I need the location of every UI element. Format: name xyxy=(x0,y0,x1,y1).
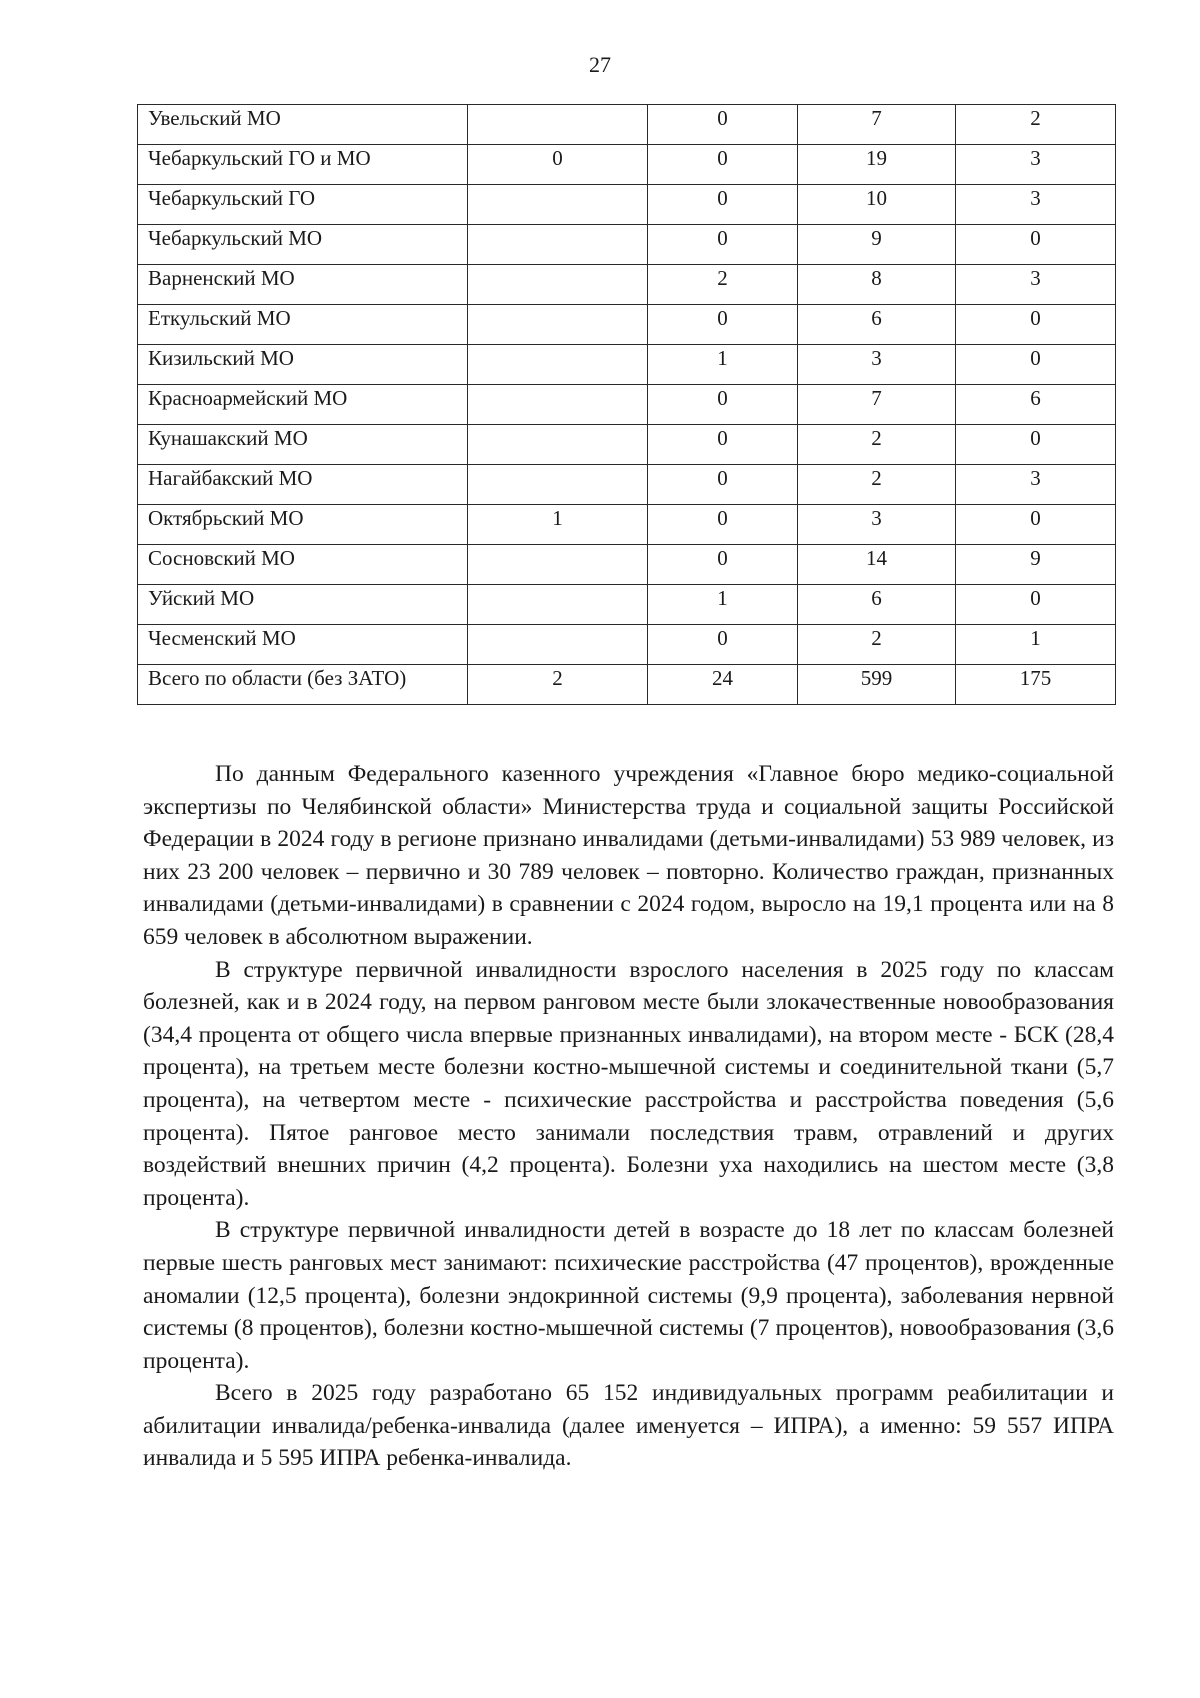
table-body xyxy=(138,105,1116,705)
value-cell: 7 xyxy=(798,385,956,425)
value-cell: 2 xyxy=(956,105,1116,145)
table-row xyxy=(138,385,1116,425)
table-row xyxy=(138,305,1116,345)
municipality-cell: Кунашакский МО xyxy=(138,425,468,465)
value-cell: 0 xyxy=(956,345,1116,385)
paragraph: В структуре первичной инвалидности взрослого населения в 2025 году по классам болезней, как и в 2024 году, на первом ранговом месте были злокачественные новообразования (34,4 процента от общего числа впервые признанных инвалидами), на втором месте - БСК (28,4 процента), на третьем месте болезни костно-мышечной системы и соединительной ткани (5,7 процента), на четвертом месте - психические расстройства и расстройства поведения (5,6 процента). Пятое ранговое место занимали последствия травм, отравлений и других воздействий внешних причин (4,2 процента). Болезни уха находились на шестом месте (3,8 процента). xyxy=(143,956,1114,1211)
table-row xyxy=(138,185,1116,225)
value-cell xyxy=(468,305,648,345)
value-cell: 0 xyxy=(956,585,1116,625)
table-row xyxy=(138,105,1116,145)
municipality-cell: Октябрьский МО xyxy=(138,505,468,545)
value-cell: 2 xyxy=(468,665,648,705)
value-cell: 6 xyxy=(798,585,956,625)
municipality-cell: Нагайбакский МО xyxy=(138,465,468,505)
municipality-cell: Чебаркульский МО xyxy=(138,225,468,265)
value-cell: 24 xyxy=(648,665,798,705)
table-row xyxy=(138,545,1116,585)
value-cell xyxy=(468,385,648,425)
value-cell xyxy=(468,265,648,305)
value-cell: 0 xyxy=(648,465,798,505)
value-cell: 2 xyxy=(798,625,956,665)
value-cell: 0 xyxy=(648,545,798,585)
paragraph: Всего в 2025 году разработано 65 152 индивидуальных программ реабилитации и абилитации инвалида/ребенка-инвалида (далее именуется – ИПРА), а именно: 59 557 ИПРА инвалида и 5 595 ИПРА ребенка-инвалида. xyxy=(143,1380,1114,1472)
statistics-table xyxy=(137,104,1116,705)
value-cell xyxy=(468,465,648,505)
municipality-cell: Красноармейский МО xyxy=(138,385,468,425)
value-cell: 3 xyxy=(956,185,1116,225)
value-cell: 7 xyxy=(798,105,956,145)
value-cell: 0 xyxy=(956,505,1116,545)
value-cell: 175 xyxy=(956,665,1116,705)
document-text xyxy=(143,758,1114,1475)
value-cell xyxy=(468,225,648,265)
value-cell: 1 xyxy=(648,345,798,385)
municipality-cell: Чебаркульский ГО и МО xyxy=(138,145,468,185)
municipality-cell: Чебаркульский ГО xyxy=(138,185,468,225)
value-cell: 0 xyxy=(648,105,798,145)
value-cell: 0 xyxy=(648,185,798,225)
municipality-cell: Уйский МО xyxy=(138,585,468,625)
value-cell: 599 xyxy=(798,665,956,705)
value-cell: 3 xyxy=(798,345,956,385)
value-cell xyxy=(468,625,648,665)
municipality-cell: Чесменский МО xyxy=(138,625,468,665)
value-cell: 0 xyxy=(648,385,798,425)
value-cell: 0 xyxy=(648,505,798,545)
value-cell: 19 xyxy=(798,145,956,185)
value-cell: 3 xyxy=(956,145,1116,185)
municipality-cell: Варненский МО xyxy=(138,265,468,305)
municipality-cell: Еткульский МО xyxy=(138,305,468,345)
table-row xyxy=(138,425,1116,465)
paragraph: По данным Федерального казенного учреждения «Главное бюро медико-социальной экспертизы по Челябинской области» Министерства труда и социальной защиты Российской Федерации в 2024 году в регионе признано инвалидами (детьми-инвалидами) 53 989 человек, из них 23 200 человек – первично и 30 789 человек – повторно. Количество граждан, признанных инвалидами (детьми-инвалидами) в сравнении с 2024 годом, выросло на 19,1 процента или на 8 659 человек в абсолютном выражении. xyxy=(143,761,1114,950)
value-cell: 2 xyxy=(648,265,798,305)
value-cell: 0 xyxy=(956,425,1116,465)
value-cell: 0 xyxy=(648,305,798,345)
value-cell: 0 xyxy=(648,225,798,265)
value-cell: 6 xyxy=(798,305,956,345)
value-cell: 3 xyxy=(956,265,1116,305)
value-cell: 1 xyxy=(956,625,1116,665)
value-cell: 2 xyxy=(798,465,956,505)
table-row xyxy=(138,665,1116,705)
value-cell xyxy=(468,105,648,145)
table-row xyxy=(138,145,1116,185)
value-cell: 0 xyxy=(648,625,798,665)
value-cell: 0 xyxy=(648,425,798,465)
value-cell: 2 xyxy=(798,425,956,465)
value-cell: 0 xyxy=(468,145,648,185)
table-row xyxy=(138,345,1116,385)
value-cell xyxy=(468,545,648,585)
municipality-cell: Всего по области (без ЗАТО) xyxy=(138,665,468,705)
municipality-cell: Кизильский МО xyxy=(138,345,468,385)
value-cell: 0 xyxy=(648,145,798,185)
table-row xyxy=(138,225,1116,265)
value-cell: 9 xyxy=(956,545,1116,585)
value-cell: 9 xyxy=(798,225,956,265)
value-cell: 3 xyxy=(956,465,1116,505)
table-row xyxy=(138,505,1116,545)
value-cell: 8 xyxy=(798,265,956,305)
value-cell: 6 xyxy=(956,385,1116,425)
value-cell xyxy=(468,425,648,465)
value-cell: 10 xyxy=(798,185,956,225)
value-cell: 3 xyxy=(798,505,956,545)
value-cell xyxy=(468,585,648,625)
value-cell xyxy=(468,185,648,225)
municipality-cell: Увельский МО xyxy=(138,105,468,145)
value-cell: 1 xyxy=(648,585,798,625)
municipality-cell: Сосновский МО xyxy=(138,545,468,585)
table-row xyxy=(138,465,1116,505)
table-row xyxy=(138,625,1116,665)
value-cell xyxy=(468,345,648,385)
value-cell: 0 xyxy=(956,305,1116,345)
table-row xyxy=(138,265,1116,305)
table-row xyxy=(138,585,1116,625)
value-cell: 0 xyxy=(956,225,1116,265)
paragraph: В структуре первичной инвалидности детей в возрасте до 18 лет по классам болезней первые шесть ранговых мест занимают: психические расстройства (47 процентов), врожденные аномалии (12,5 процента), болезни эндокринной системы (9,9 процента), заболевания нервной системы (8 процентов), болезни костно-мышечной системы (7 процентов), новообразования (3,6 процента). xyxy=(143,1217,1114,1374)
value-cell: 14 xyxy=(798,545,956,585)
page-number: 27 xyxy=(589,52,611,77)
value-cell: 1 xyxy=(468,505,648,545)
